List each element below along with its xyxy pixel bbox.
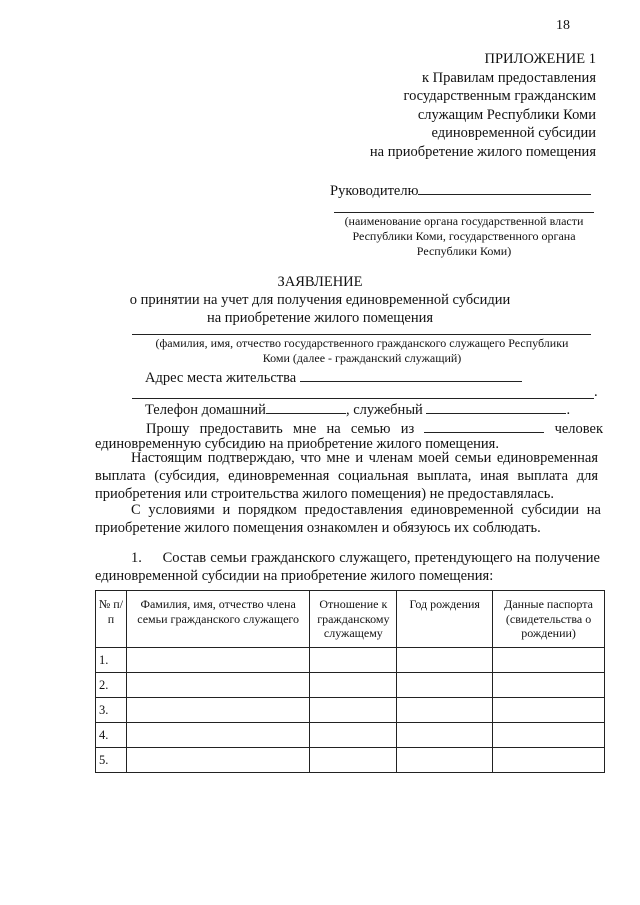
appendix-line: к Правилам предоставления	[421, 69, 596, 86]
cell-passport[interactable]	[493, 648, 605, 673]
phone-work-label: , служебный	[345, 402, 423, 418]
header-birth-year: Год рождения	[397, 591, 493, 648]
cell-passport[interactable]	[493, 698, 605, 723]
phone-home-field[interactable]	[266, 399, 346, 414]
address-field[interactable]	[300, 367, 522, 382]
document-title: ЗАЯВЛЕНИЕ	[277, 274, 363, 290]
row-number: 3.	[96, 698, 127, 723]
addressee-line	[330, 180, 591, 200]
cell-birth-year[interactable]	[397, 648, 493, 673]
page-number: 18	[556, 18, 570, 33]
appendix-line: служащим Республики Коми	[417, 106, 596, 123]
request-start: Прошу предоставить мне на семью из	[146, 421, 415, 437]
address-label: Адрес места жительства	[145, 370, 297, 386]
cell-birth-year[interactable]	[397, 748, 493, 773]
table-row	[96, 648, 605, 673]
request-line-2: единовременную субсидию на приобретение жилого помещения.	[95, 436, 499, 452]
addressee-label: Руководителю	[330, 183, 419, 199]
appendix-header	[370, 50, 596, 161]
cell-full-name[interactable]	[126, 673, 309, 698]
cell-full-name[interactable]	[126, 648, 309, 673]
applicant-name-field[interactable]	[132, 334, 591, 335]
cell-passport[interactable]	[493, 748, 605, 773]
phone-line: Телефон домашний , служебный .	[145, 399, 570, 419]
agreement-paragraph: С условиями и порядком предоставления единовременной субсидии на приобретение жилого помещения ознакомлен и обязуюсь их соблюдать.	[95, 502, 601, 536]
applicant-note: (фамилия, имя, отчество государственного гражданского служащего Республики Коми (далее - гражданский служащий)	[155, 336, 569, 365]
confirmation-paragraph: Настоящим подтверждаю, что мне и членам моей семьи единовременная выплата (субсидия, единовременная социальная выплата, иная выплата для приобретения или строительства жилого помещения) не предоставлялась.	[95, 450, 598, 502]
cell-full-name[interactable]	[126, 748, 309, 773]
table-row	[96, 673, 605, 698]
header-number: № п/п	[96, 591, 127, 648]
table-header-row	[96, 591, 605, 648]
section-number: 1.	[131, 550, 142, 566]
cell-birth-year[interactable]	[397, 698, 493, 723]
header-relation: Отношение к гражданскому служащему	[310, 591, 397, 648]
cell-relation[interactable]	[310, 723, 397, 748]
phone-work-field[interactable]	[426, 399, 566, 414]
addressee-field-line[interactable]	[334, 212, 594, 213]
cell-relation[interactable]	[310, 748, 397, 773]
appendix-title: ПРИЛОЖЕНИЕ 1	[484, 51, 596, 67]
row-number: 1.	[96, 648, 127, 673]
appendix-line: государственным гражданским	[403, 88, 596, 104]
request-line	[95, 418, 603, 438]
header-passport: Данные паспорта (свидетельства о рождении)	[493, 591, 605, 648]
cell-passport[interactable]	[493, 723, 605, 748]
table-row	[96, 698, 605, 723]
addressee-field[interactable]	[418, 180, 591, 195]
cell-birth-year[interactable]	[397, 673, 493, 698]
cell-relation[interactable]	[310, 698, 397, 723]
cell-passport[interactable]	[493, 673, 605, 698]
cell-birth-year[interactable]	[397, 723, 493, 748]
table-row	[96, 723, 605, 748]
section-text: Состав семьи гражданского служащего, претендующего на получение единовременной субсидии на приобретение жилого помещения:	[95, 550, 600, 584]
row-number: 5.	[96, 748, 127, 773]
row-number: 4.	[96, 723, 127, 748]
header-full-name: Фамилия, имя, отчество члена семьи гражданского служащего	[126, 591, 309, 648]
family-table	[95, 590, 605, 773]
cell-full-name[interactable]	[126, 723, 309, 748]
addressee-note: (наименование органа государственной власти Республики Коми, государственного органа Республики Коми)	[344, 214, 584, 258]
cell-relation[interactable]	[310, 673, 397, 698]
document-subtitle: на приобретение жилого помещения	[206, 310, 434, 326]
document-subtitle: о принятии на учет для получения единовременной субсидии	[129, 292, 511, 308]
phone-home-label: Телефон домашний	[145, 402, 266, 418]
cell-relation[interactable]	[310, 648, 397, 673]
appendix-line: на приобретение жилого помещения	[369, 143, 596, 160]
address-line	[145, 367, 522, 387]
row-number: 2.	[96, 673, 127, 698]
table-row	[96, 748, 605, 773]
family-size-field[interactable]	[424, 418, 544, 433]
appendix-line: единовременной субсидии	[431, 125, 596, 141]
cell-full-name[interactable]	[126, 698, 309, 723]
section-1	[95, 549, 600, 585]
request-end: человек	[554, 421, 604, 437]
